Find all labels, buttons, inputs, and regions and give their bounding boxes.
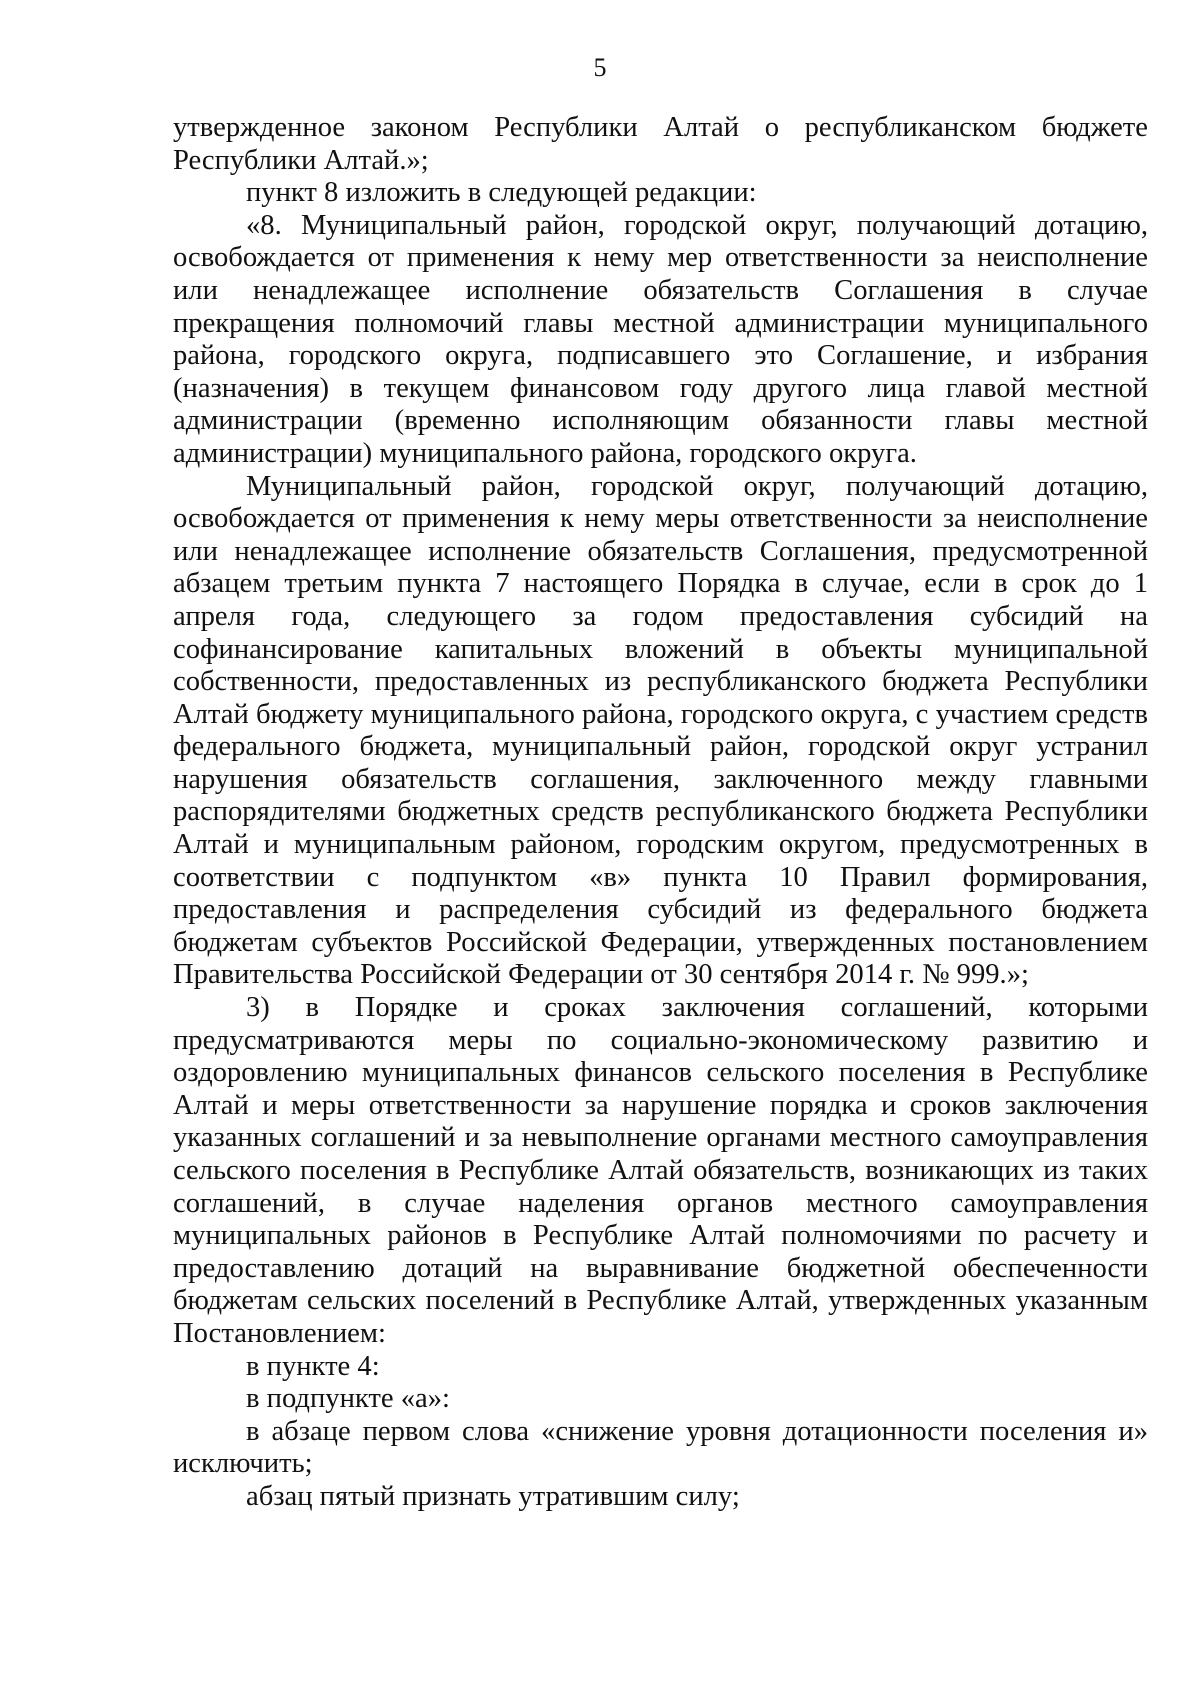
paragraph-continuation: утвержденное законом Республики Алтай о республиканском бюджете Республики Алтай.»;	[173, 112, 1148, 176]
document-body	[173, 112, 1148, 1514]
paragraph-point-8-second: Муниципальный район, городской округ, получающий дотацию, освобождается от применения к нему меры ответственности за неисполнение или ненадлежащее исполнение обязательств Соглашения, предусмотренной абзацем третьим пункта 7 настоящего Порядка в случае, если в срок до 1 апреля года, следующего за годом предоставления субсидий на софинансирование капитальных вложений в объекты муниципальной собственности, предоставленных из республиканского бюджета Республики Алтай бюджету муниципального района, городского округа, с участием средств федерального бюджета, муниципальный район, городской округ устранил нарушения обязательств соглашения, заключенного между главными распорядителями бюджетных средств республиканского бюджета Республики Алтай и муниципальным районом, городским округом, предусмотренных в соответствии с подпунктом «в» пункта 10 Правил формирования, предоставления и распределения субсидий из федерального бюджета бюджетам субъектов Российской Федерации, утвержденных постановлением Правительства Российской Федерации от 30 сентября 2014 г. № 999.»;	[173, 470, 1148, 991]
paragraph-point-4: в пункте 4:	[246, 1350, 380, 1382]
paragraph-point-8-text: «8. Муниципальный район, городской округ, получающий дотацию, освобождается от применения к нему мер ответственности за неисполнение или ненадлежащее исполнение обязательств Соглашения в случае прекращения полномочий главы местной администрации муниципального района, городского округа, подписавшего это Соглашение, и избрания (назначения) в текущем финансовом году другого лица главой местной администрации (временно исполняющим обязанности главы местной администрации) муниципального района, городского округа.	[173, 209, 1148, 469]
paragraph-item-3: 3) в Порядке и сроках заключения соглашений, которыми предусматриваются меры по социально-экономическому развитию и оздоровлению муниципальных финансов сельского поселения в Республике Алтай и меры ответственности за нарушение порядка и сроков заключения указанных соглашений и за невыполнение органами местного самоуправления сельского поселения в Республике Алтай обязательств, возникающих из таких соглашений, в случае наделения органов местного самоуправления муниципальных районов в Республике Алтай полномочиями по расчету и предоставлению дотаций на выравнивание бюджетной обеспеченности бюджетам сельских поселений в Республике Алтай, утвержденных указанным Постановлением:	[173, 992, 1148, 1349]
page-number: 5	[593, 53, 607, 82]
paragraph-fifth-abzac: абзац пятый признать утратившим силу;	[246, 1480, 740, 1512]
paragraph-first-abzac: в абзаце первом слова «снижение уровня дотационности поселения и» исключить;	[173, 1415, 1148, 1480]
paragraph-subpoint-a: в подпункте «а»:	[246, 1383, 450, 1415]
paragraph-point-8-intro: пункт 8 изложить в следующей редакции:	[246, 177, 757, 209]
